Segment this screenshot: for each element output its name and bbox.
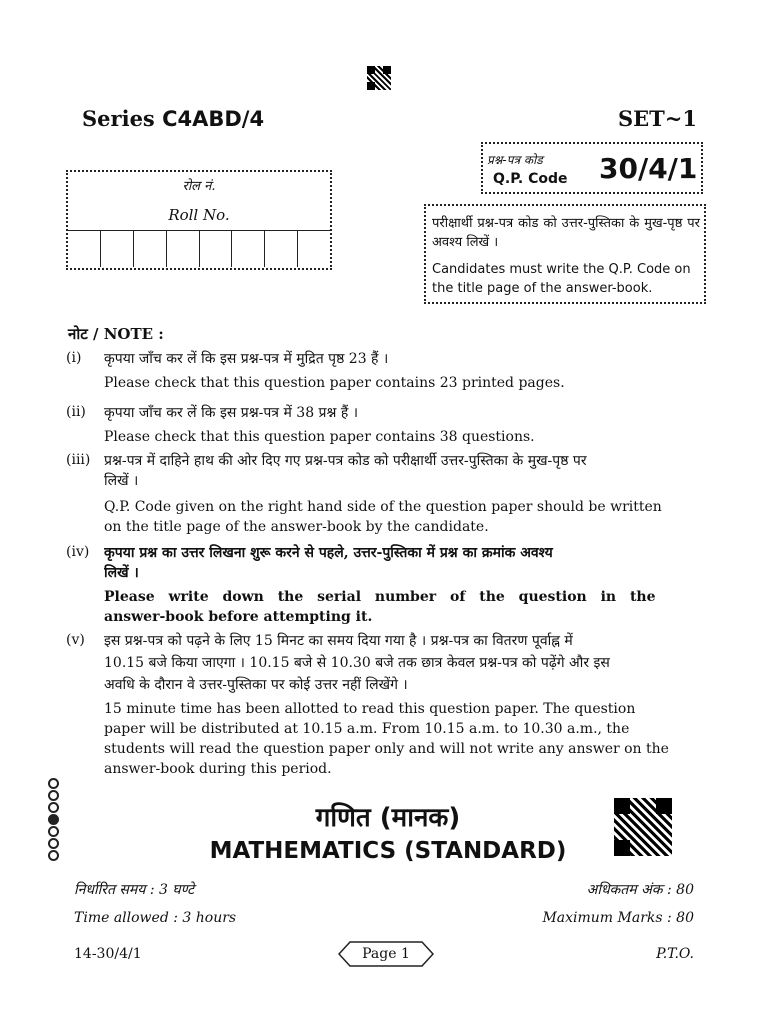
note-item-english: Please write down the serial number of the question in the — [104, 589, 656, 605]
ring-icon — [48, 802, 59, 813]
series-heading — [82, 106, 264, 131]
qp-code-box — [481, 142, 703, 194]
qp-label-hindi: प्रश्न-पत्र कोड — [487, 153, 543, 167]
note-item-english: 15 minute time has been allotted to read this question paper. The question — [104, 701, 636, 717]
roll-number-box — [66, 170, 332, 270]
roll-cell[interactable] — [68, 231, 101, 267]
note-item-number: (ii) — [66, 404, 86, 420]
candidate-instruction-hindi: परीक्षार्थी प्रश्न-पत्र कोड को उत्तर-पुस्तिका के मुख-पृष्ठ पर अवश्य लिखें । — [432, 216, 700, 250]
note-item-hindi: 10.15 बजे किया जाएगा । 10.15 बजे से 10.30 बजे तक छात्र केवल प्रश्न-पत्र को पढ़ेंगे और इस — [104, 655, 610, 671]
note-item-hindi: प्रश्न-पत्र में दाहिने हाथ की ओर दिए गए प्रश्न-पत्र कोड को परीक्षार्थी उत्तर-पुस्तिका के मुख-पृष्ठ पर — [104, 453, 587, 469]
roll-cell[interactable] — [200, 231, 233, 267]
page-number: Page 1 — [362, 946, 410, 962]
qr-code-large — [614, 798, 672, 856]
roll-cell[interactable] — [265, 231, 298, 267]
roll-cell[interactable] — [298, 231, 330, 267]
footer-paper-code: 14-30/4/1 — [74, 946, 142, 962]
candidate-instruction-english: Candidates must write the Q.P. Code on the title page of the answer-book. — [432, 262, 691, 296]
note-item-hindi: लिखें । — [104, 473, 139, 489]
note-item-english: students will read the question paper only and will not write any answer on the — [104, 741, 669, 757]
note-title: नोट / NOTE : — [68, 325, 164, 343]
note-item-number: (v) — [66, 632, 85, 648]
roll-label-english: Roll No. — [168, 206, 230, 224]
ring-icon — [48, 778, 59, 789]
time-allowed-hindi: निर्धारित समय : 3 घण्टे — [74, 882, 195, 898]
note-item-english: on the title page of the answer-book by the candidate. — [104, 519, 489, 535]
note-item-english: Q.P. Code given on the right hand side of the question paper should be written — [104, 499, 662, 515]
roll-label-hindi: रोल नं. — [182, 179, 216, 194]
series-label: Series — [82, 106, 155, 131]
note-item-english: answer-book during this period. — [104, 761, 332, 777]
note-item-number: (i) — [66, 350, 82, 366]
set-label: SET~1 — [618, 106, 698, 131]
max-marks-hindi: अधिकतम अंक : 80 — [586, 882, 694, 898]
footer-pto: P.T.O. — [656, 946, 694, 962]
page-number-label — [338, 941, 434, 967]
note-item-number: (iii) — [66, 452, 91, 468]
roll-cell[interactable] — [134, 231, 167, 267]
subject-title-english: MATHEMATICS (STANDARD) — [209, 838, 567, 864]
note-item-english: Please check that this question paper contains 38 questions. — [104, 429, 535, 445]
roll-cell[interactable] — [101, 231, 134, 267]
roll-number-cells[interactable] — [68, 230, 330, 267]
ring-icon — [48, 838, 59, 849]
note-item-hindi: इस प्रश्न-पत्र को पढ़ने के लिए 15 मिनट का समय दिया गया है । प्रश्न-पत्र का वितरण पूर्वाह्न में — [104, 633, 573, 649]
ring-icon — [48, 826, 59, 837]
max-marks-english: Maximum Marks : 80 — [542, 910, 694, 926]
note-item-number: (iv) — [66, 544, 90, 560]
roll-cell[interactable] — [167, 231, 200, 267]
qp-label-english: Q.P. Code — [493, 171, 568, 187]
candidate-instruction-box — [424, 204, 706, 304]
roll-cell[interactable] — [232, 231, 265, 267]
time-allowed-english: Time allowed : 3 hours — [74, 910, 237, 926]
qr-code-small — [367, 66, 391, 90]
qp-code-value: 30/4/1 — [599, 152, 698, 185]
ring-filled-icon — [48, 814, 59, 825]
side-security-marks — [48, 778, 64, 862]
note-item-hindi: अवधि के दौरान वे उत्तर-पुस्तिका पर कोई उत्तर नहीं लिखेंगे । — [104, 677, 408, 693]
note-item-hindi: कृपया प्रश्न का उत्तर लिखना शुरू करने से पहले, उत्तर-पुस्तिका में प्रश्न का क्रमांक अवश्य — [104, 545, 553, 561]
note-item-english: answer-book before attempting it. — [104, 609, 373, 625]
series-code: C4ABD/4 — [162, 107, 265, 131]
note-item-hindi: कृपया जाँच कर लें कि इस प्रश्न-पत्र में 38 प्रश्न हैं । — [104, 405, 359, 421]
note-item-english: Please check that this question paper contains 23 printed pages. — [104, 375, 565, 391]
subject-title-hindi: गणित (मानक) — [315, 803, 461, 833]
ring-icon — [48, 850, 59, 861]
ring-icon — [48, 790, 59, 801]
note-item-hindi: कृपया जाँच कर लें कि इस प्रश्न-पत्र में मुद्रित पृष्ठ 23 हैं । — [104, 351, 389, 367]
note-item-english: paper will be distributed at 10.15 a.m. From 10.15 a.m. to 10.30 a.m., the — [104, 721, 630, 737]
note-item-hindi: लिखें । — [104, 565, 139, 581]
